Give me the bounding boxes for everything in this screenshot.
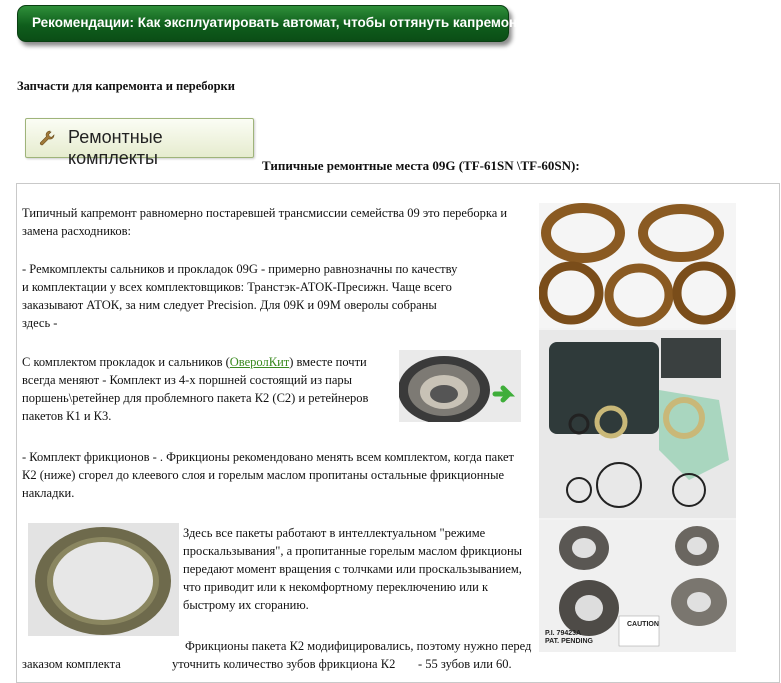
intro-paragraph: Типичный капремонт равномерно постаревшей трансмиссии семейства 09 это переборка и замена расходников: — [22, 206, 508, 238]
seal-kit-paragraph: - Ремкомплекты сальников и прокладок 09G - примерно равнозначны по качеству и комплектации у всех комплектовщиков: Транстэк-АТОК-Пресижн. Чаще всего заказывают АТОК, за ним следует Precision. Для 09К и 09М оверолы собраны здесь - — [22, 262, 458, 330]
section-title: Запчасти для капремонта и переборки — [17, 79, 235, 93]
k2-note-line1: Фрикционы пакета К2 модифицировались, поэтому нужно перед — [185, 639, 532, 653]
friction-kit-paragraph: - Комплект фрикционов - . Фрикционы рекомендовано менять всем комплектом, когда пакет К2 (ниже) сгорел до клеевого слоя и горелым маслом пропитаны остальные фрикционные накладки. — [22, 450, 514, 500]
friction-rings-photo[interactable] — [539, 203, 736, 328]
piston-text-start: С комплектом прокладок и сальников ( — [22, 355, 230, 369]
caution-label: CAUTION — [627, 621, 659, 628]
k2-note-line2a: заказом комплекта — [22, 657, 121, 671]
banner-text: Рекомендации: Как эксплуатировать автомат, чтобы оттянуть капремонт как можно дальше? — [32, 15, 660, 30]
patent-label: PAT. PENDING — [545, 638, 593, 645]
slip-mode-paragraph: Здесь все пакеты работают в интеллектуальном "режиме проскальзывания", а пропитанные горелым маслом фрикционы передают момент вращения с толчками или проскальзыванием, что приводит или к некомфортному переключению или к быстрому их сгоранию. — [183, 526, 523, 612]
typical-repair-title: Типичные ремонтные места 09G (TF-61SN \TF-60SN): — [262, 158, 580, 173]
piston-photo[interactable] — [399, 350, 521, 422]
wrench-icon — [38, 129, 56, 147]
recommendation-banner[interactable] — [17, 5, 660, 42]
overol-kit-link[interactable]: ОверолКит — [229, 355, 290, 369]
k2-note-line2b: уточнить количество зубов фрикциона К2 — [172, 657, 396, 671]
gasket-kit-photo[interactable] — [539, 330, 736, 518]
repair-kits-button[interactable] — [25, 118, 254, 168]
friction-disc-photo[interactable] — [28, 523, 179, 636]
piston-text-end: ) вместе почти всегда меняют - Комплект из 4-х поршней состоящий из пары поршень\ретейнер для проблемного пакета К2 (С2) и ретейнеров пакетов К1 и К3. — [22, 355, 369, 423]
part-number-label: P.I. 79423A — [545, 630, 582, 637]
piston-kit-photo[interactable] — [539, 520, 736, 652]
k2-note-line2c: - 55 зубов или 60. — [418, 657, 512, 671]
piston-kit-paragraph — [22, 353, 394, 425]
repair-kits-label: Ремонтные комплекты — [68, 127, 163, 168]
